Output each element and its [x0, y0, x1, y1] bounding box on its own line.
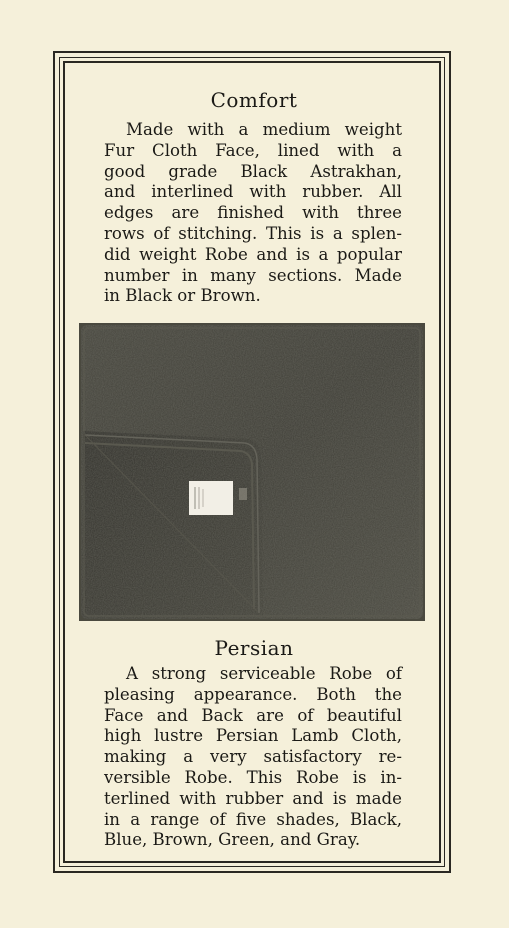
comfort-line: in Black or Brown. — [104, 286, 261, 306]
comfort-line: good grade Black Astrakhan, — [104, 161, 402, 181]
comfort-line: rows of stitching. This is a splen- — [104, 223, 402, 243]
folded-robe-photo — [79, 323, 425, 621]
persian-line: in a range of five shades, Black, — [104, 809, 402, 829]
persian-line: Face and Back are of beautiful — [104, 705, 402, 725]
persian-line: making a very satisfactory re- — [104, 747, 402, 767]
persian-line: high lustre Persian Lamb Cloth, — [104, 726, 402, 746]
persian-line: pleasing appearance. Both the — [104, 684, 402, 704]
comfort-line: Made with a medium weight — [126, 120, 402, 139]
persian-line: terlined with rubber and is made — [104, 788, 402, 808]
comfort-line: and interlined with rubber. All — [104, 182, 402, 202]
persian-line: versible Robe. This Robe is in- — [104, 767, 402, 787]
comfort-line: Fur Cloth Face, lined with a — [104, 140, 402, 160]
persian-line: A strong serviceable Robe of — [126, 664, 402, 683]
comfort-line: did weight Robe and is a popular — [104, 244, 402, 264]
comfort-description — [104, 120, 402, 307]
comfort-line: edges are finished with three — [104, 203, 402, 223]
persian-description — [104, 664, 402, 851]
persian-heading: Persian — [214, 636, 294, 660]
comfort-line: number in many sections. Made — [104, 265, 402, 285]
comfort-heading: Comfort — [210, 88, 298, 112]
persian-line: Blue, Brown, Green, and Gray. — [104, 830, 361, 850]
